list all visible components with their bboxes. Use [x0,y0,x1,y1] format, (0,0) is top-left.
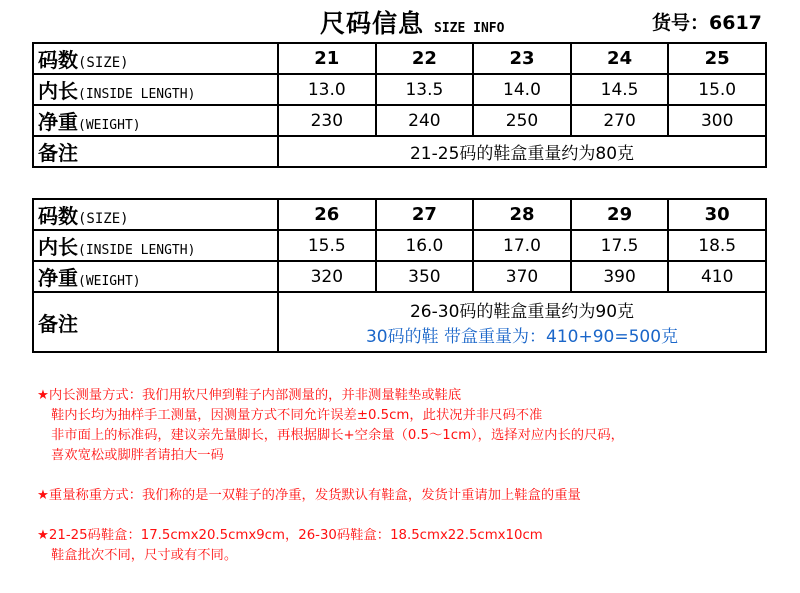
length-cell: 17.0 [473,230,571,261]
remark-label: 备注 [33,136,278,167]
note-line: 喜欢宽松或脚胖者请拍大一码 [51,448,224,463]
weight-cell: 230 [278,105,376,136]
note-weight [37,486,624,506]
weight-cell: 410 [668,261,766,292]
size-cell: 25 [668,43,766,74]
weight-cell: 370 [473,261,571,292]
size-cell: 24 [571,43,669,74]
size-label: 码数(SIZE) [33,199,278,230]
weight-row [33,105,766,136]
weight-cell: 390 [571,261,669,292]
note-inside-length [37,386,624,466]
size-table-1 [32,42,767,168]
weight-row [33,261,766,292]
size-table-2 [32,198,767,353]
weight-cell: 270 [571,105,669,136]
note-line: 非市面上的标准码，建议亲先量脚长，再根据脚长+空余量（0.5～1cm），选择对应内长的尺码， [51,428,624,443]
weight-label: 净重(WEIGHT) [33,261,278,292]
size-cell: 29 [571,199,669,230]
size-cell: 30 [668,199,766,230]
note-box-size [37,526,624,566]
length-cell: 18.5 [668,230,766,261]
weight-cell: 250 [473,105,571,136]
note-line: 鞋盒批次不同，尺寸或有不同。 [51,548,238,563]
title-en: SIZE INFO [434,21,505,36]
size-cell: 21 [278,43,376,74]
size-cell: 27 [376,199,474,230]
length-cell: 14.5 [571,74,669,105]
note-line: 鞋内长均为抽样手工测量，因测量方式不同允许误差±0.5cm，此状况并非尺码不准 [51,408,543,423]
length-cell: 15.0 [668,74,766,105]
remark-cell [278,292,766,352]
notes-section [37,386,624,586]
item-number: 货号：6617 [652,12,762,34]
size-row [33,199,766,230]
size-cell: 23 [473,43,571,74]
remark-label: 备注 [33,292,278,352]
length-cell: 13.5 [376,74,474,105]
length-cell: 16.0 [376,230,474,261]
length-row [33,230,766,261]
length-cell: 13.0 [278,74,376,105]
length-cell: 15.5 [278,230,376,261]
remark-row [33,292,766,352]
remark-row [33,136,766,167]
weight-cell: 300 [668,105,766,136]
remark-text: 26-30码的鞋盒重量约为90克 [409,302,635,322]
note-line: ★重量称重方式：我们称的是一双鞋子的净重，发货默认有鞋盒，发货计重请加上鞋盒的重量 [37,488,581,503]
weight-cell: 320 [278,261,376,292]
length-label: 内长(INSIDE LENGTH) [33,230,278,261]
weight-cell: 240 [376,105,474,136]
length-cell: 17.5 [571,230,669,261]
length-label: 内长(INSIDE LENGTH) [33,74,278,105]
size-label: 码数(SIZE) [33,43,278,74]
size-cell: 22 [376,43,474,74]
size-row [33,43,766,74]
size-cell: 26 [278,199,376,230]
note-line: ★21-25码鞋盒：17.5cmx20.5cmx9cm，26-30码鞋盒：18.5cmx22.5cmx10cm [37,528,543,543]
title-cn: 尺码信息 [320,9,425,38]
remark-text: 21-25码的鞋盒重量约为80克 [278,136,766,167]
length-cell: 14.0 [473,74,571,105]
remark-blue-text: 30码的鞋 带盒重量为：410+90=500克 [365,327,679,347]
note-line: ★内长测量方式：我们用软尺伸到鞋子内部测量的，并非测量鞋垫或鞋底 [37,388,462,403]
size-cell: 28 [473,199,571,230]
weight-label: 净重(WEIGHT) [33,105,278,136]
page-title [320,4,504,38]
length-row [33,74,766,105]
weight-cell: 350 [376,261,474,292]
